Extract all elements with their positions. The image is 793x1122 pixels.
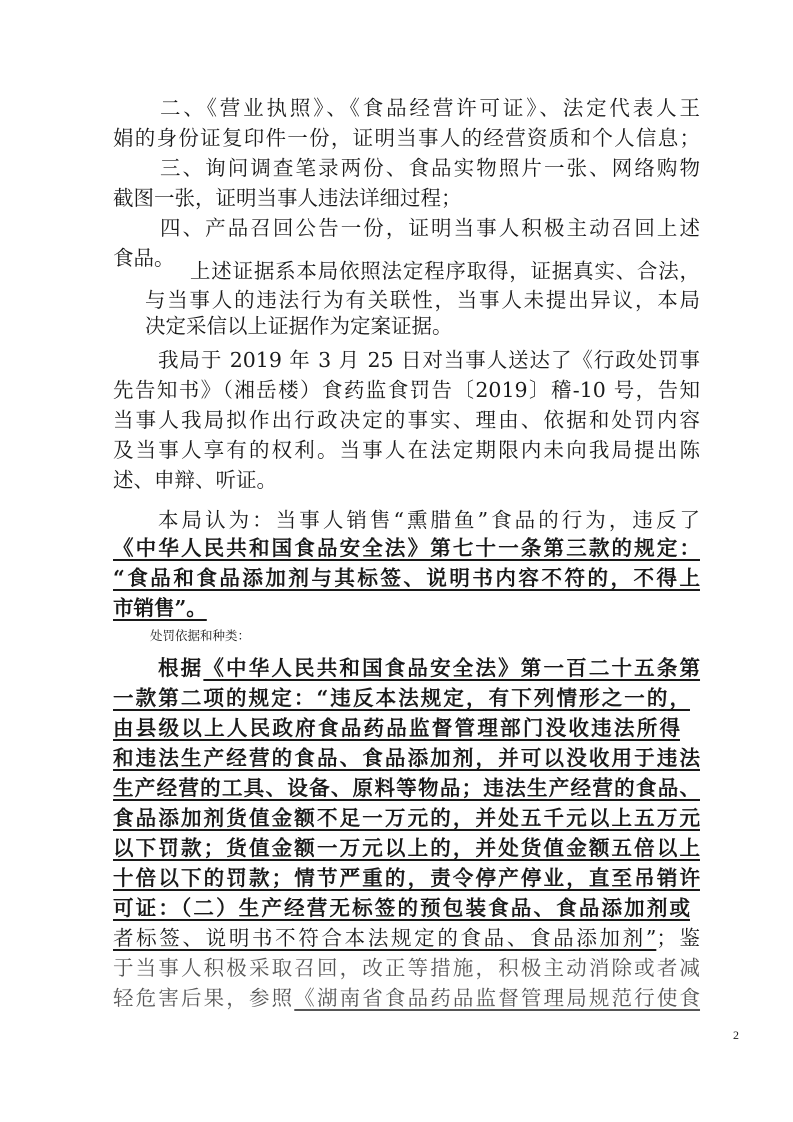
text-line [150, 628, 300, 644]
text-segment: 二、《营业执照》、《食品经营许可证》、法定代表人王 [160, 96, 700, 120]
text-segment: 于当事人积极采取召回，改正等措施，积极主动消除或者减 [113, 956, 700, 980]
underlined-legal-citation: 《中华人民共和国食品安全法》第七十一条第三款的规定： [113, 536, 700, 560]
text-line [145, 287, 700, 313]
text-segment: 先告知书》（湘岳楼）食药监食罚告〔2019〕稽-10 号，告知 [113, 378, 700, 402]
text-line [113, 467, 300, 493]
underlined-legal-citation: 《湖南省食品药品监督管理局规范行使食 [294, 986, 701, 1010]
text-line [113, 925, 700, 951]
text-segment: 我局于 2019 年 3 月 25 日对当事人送达了《行政处罚事 [158, 348, 700, 372]
text-line [113, 595, 207, 621]
underlined-legal-citation: 以下罚款；货值金额一万元以上的，并处货值金额五倍以上 [113, 836, 700, 860]
text-segment: 根据 [158, 656, 204, 680]
text-segment: 决定采信以上证据作为定案证据。 [145, 314, 453, 338]
page-number: 2 [733, 1028, 739, 1042]
text-line [113, 407, 700, 433]
underlined-legal-citation: 食品添加剂货值金额不足一万元的，并处五千元以上五万元 [113, 806, 700, 830]
text-line [113, 565, 700, 591]
underlined-legal-citation: 市销售”。 [113, 596, 207, 620]
underlined-legal-citation: “食品和食品添加剂与其标签、说明书内容不符的，不得上 [113, 566, 700, 590]
text-line [113, 377, 700, 403]
underlined-legal-citation: 由县级以上人民政府食品药品监督管理部门没收违法所得 [113, 716, 680, 740]
text-segment: 上述证据系本局依照法定程序取得，证据真实、合法， [190, 259, 700, 283]
text-segment: 截图一张，证明当事人违法详细过程； [113, 186, 462, 210]
text-line [113, 535, 700, 561]
text-line [145, 313, 500, 339]
text-line [160, 215, 700, 241]
text-segment: 与当事人的违法行为有关联性，当事人未提出异议，本局 [145, 288, 700, 312]
text-line [113, 715, 680, 741]
text-line [113, 865, 700, 891]
text-segment: 处罚依据和种类： [150, 628, 251, 643]
underlined-legal-citation: 者标签、说明书不符合本法规定的食品、食品添加剂” [113, 926, 657, 950]
text-segment: 及当事人享有的权利。当事人在法定期限内未向我局提出陈 [113, 438, 700, 462]
text-segment: 本局认为：当事人销售“熏腊鱼”食品的行为，违反了 [158, 508, 700, 532]
text-line [113, 125, 700, 151]
underlined-legal-citation: 《中华人民共和国食品安全法》第一百二十五条第 [203, 656, 701, 680]
text-line [113, 185, 460, 211]
text-line [113, 985, 700, 1011]
text-segment: 四、产品召回公告一份，证明当事人积极主动召回上述 [160, 216, 700, 240]
text-segment: ；鉴 [656, 926, 700, 950]
text-segment: 当事人我局拟作出行政决定的事实、理由、依据和处罚内容 [113, 408, 700, 432]
text-line [160, 155, 700, 181]
text-line [158, 655, 700, 681]
text-segment: 娟的身份证复印件一份，证明当事人的经营资质和个人信息； [113, 126, 700, 150]
underlined-legal-citation: 和违法生产经营的食品、食品添加剂，并可以没收用于违法 [113, 746, 700, 770]
text-line [113, 835, 700, 861]
text-line [113, 895, 690, 921]
text-line [113, 685, 690, 711]
text-segment: 三、询问调查笔录两份、食品实物照片一张、网络购物 [160, 156, 700, 180]
text-line [113, 745, 700, 771]
text-segment: 食品。 [113, 246, 175, 270]
text-line [113, 955, 700, 981]
text-line [113, 245, 200, 271]
underlined-legal-citation: 可证：（二）生产经营无标签的预包装食品、食品添加剂或 [113, 896, 690, 920]
underlined-legal-citation: 十倍以下的罚款；情节严重的，责令停产停业，直至吊销许 [113, 866, 700, 890]
underlined-legal-citation: 生产经营的工具、设备、原料等物品；违法生产经营的食品、 [113, 776, 700, 800]
text-line [113, 805, 700, 831]
text-line [190, 258, 700, 284]
text-line [113, 437, 700, 463]
text-line [158, 507, 700, 533]
underlined-legal-citation: 一款第二项的规定：“违反本法规定，有下列情形之一的， [113, 686, 690, 710]
text-line [158, 347, 700, 373]
text-segment: 述、申辩、听证。 [113, 468, 277, 492]
text-line [113, 775, 700, 801]
text-segment: 轻危害后果，参照 [113, 986, 295, 1010]
text-line [160, 95, 700, 121]
